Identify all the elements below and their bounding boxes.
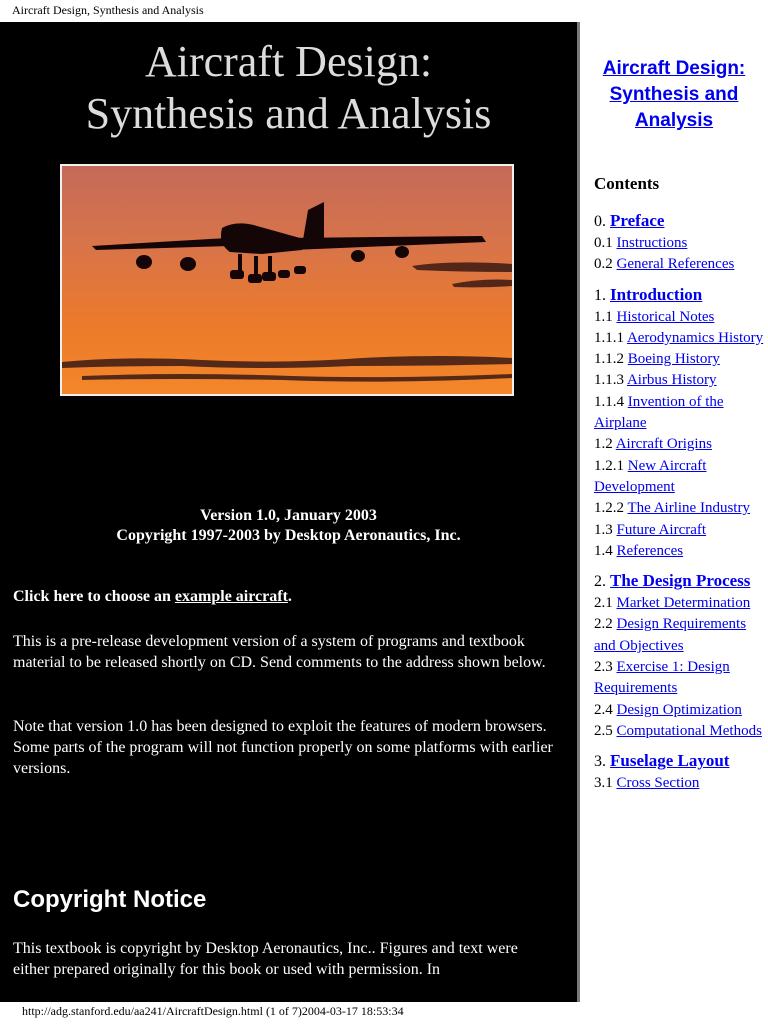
version-info [0,506,577,546]
toc-item [594,541,764,562]
toc-item [594,307,764,328]
toc-item-link[interactable]: Exercise 1: Design Requirements [594,659,730,697]
toc-section-link[interactable]: Introduction [610,284,703,304]
toc-item-number: 1.1.2 [594,351,628,368]
example-aircraft-link[interactable]: example aircraft [174,588,288,605]
airplane-photo-svg [62,166,512,394]
toc-section-heading [594,284,764,307]
toc-section [594,570,764,742]
toc-item [594,392,764,435]
toc-item-link[interactable]: Cross Section [616,775,700,792]
toc-item-number: 1.2.2 [594,500,628,517]
toc-item [594,370,764,391]
toc-item-link[interactable]: The Airline Industry [627,500,750,517]
toc-item-link[interactable]: Computational Methods [616,722,762,739]
version-line: Version 1.0, January 2003 [200,507,377,524]
toc-item-link[interactable]: Instructions [616,235,688,251]
toc-item-link[interactable]: Design Optimization [616,701,742,718]
toc-section-number: 2. [594,573,610,591]
toc-item-number: 2.5 [594,722,617,739]
click-prefix: Click here to choose an [13,588,175,605]
toc-item-link[interactable]: Aircraft Origins [615,436,712,453]
toc-item-link[interactable]: Boeing History [627,351,720,368]
toc-item [594,233,764,254]
toc-item [594,593,764,614]
toc-item-number: 0.2 [594,256,617,273]
toc-item [594,520,764,541]
toc-item-number: 2.2 [594,616,617,633]
toc-item-link[interactable]: Market Determination [616,595,751,612]
example-aircraft-prompt [13,586,553,607]
toc-item-number: 1.1.4 [594,393,628,410]
toc-item-number: 2.1 [594,595,617,612]
copyright-paragraph: This textbook is copyright by Desktop Aeronautics, Inc.. Figures and text were either prepared originally for this book or used with permission. In [13,940,518,978]
toc-item-link[interactable]: References [616,542,684,559]
prerelease-paragraph: This is a pre-release development version of a system of programs and textbook material to be released shortly on CD. Send comments to the address shown below. [13,633,546,671]
toc-section-number: 3. [594,753,610,771]
toc-item-number: 0.1 [594,235,617,251]
sidebar-title-line-1[interactable]: Aircraft Design: [602,58,746,79]
page-footer: http://adg.stanford.edu/aa241/AircraftDesign.html (1 of 7)2004-03-17 18:53:34 [22,1004,404,1018]
toc-item [594,700,764,721]
toc-item-number: 1.1.3 [594,372,627,389]
sidebar-title-line-3[interactable]: Analysis [634,110,714,131]
toc-item [594,456,764,499]
toc-item-link[interactable]: New Aircraft Development [594,457,707,495]
sidebar-title-line-2[interactable]: Synthesis and [609,84,739,105]
toc-item [594,328,764,349]
browser-note-paragraph: Note that version 1.0 has been designed to exploit the features of modern browsers. Some parts of the program will not function properly on some platforms with earlier versions. [13,718,553,777]
toc-item-number: 1.1 [594,308,617,325]
toc-item-link[interactable]: Future Aircraft [616,521,707,538]
sidebar-title[interactable] [580,56,768,134]
toc-section-heading [594,570,764,593]
toc-item [594,657,764,700]
toc-section [594,750,764,794]
copyright-heading: Copyright Notice [13,886,207,913]
toc-item [594,721,764,742]
toc-item [594,349,764,370]
toc-item [594,614,764,657]
toc-item [594,434,764,455]
toc-item-number: 2.4 [594,701,617,718]
toc-item-link[interactable]: Historical Notes [616,308,715,325]
toc-item-number: 1.3 [594,521,617,538]
toc-section-link[interactable]: The Design Process [610,571,751,591]
toc-item-number: 3.1 [594,775,617,792]
click-suffix: . [287,588,292,605]
toc-item [594,254,764,275]
toc-section [594,284,764,563]
page-title [0,36,577,140]
toc-item-number: 2.3 [594,659,617,676]
contents-label: Contents [594,174,660,193]
main-panel [0,22,577,1002]
title-line-2: Synthesis and Analysis [85,89,492,138]
toc-section-heading [594,210,764,233]
table-of-contents [594,210,764,803]
toc-item [594,498,764,519]
toc-item-number: 1.2.1 [594,457,628,474]
toc-section-heading [594,750,764,773]
toc-section-number: 1. [594,286,610,304]
toc-item-number: 1.4 [594,542,617,559]
toc-item-link[interactable]: Design Requirements and Objectives [594,616,747,654]
toc-section [594,210,764,276]
toc-section-number: 0. [594,213,610,230]
toc-item [594,773,764,794]
toc-sidebar [580,22,768,1002]
copyright-line: Copyright 1997-2003 by Desktop Aeronautics, Inc. [116,527,461,544]
toc-item-link[interactable]: Invention of the Airplane [594,393,724,432]
toc-item-link[interactable]: Aerodynamics History [626,329,764,346]
airplane-sunset-photo [60,164,514,396]
toc-item-link[interactable]: General References [616,256,735,273]
toc-item-link[interactable]: Airbus History [626,372,717,389]
toc-section-link[interactable]: Preface [610,211,665,230]
toc-section-link[interactable]: Fuselage Layout [610,751,730,771]
title-line-1: Aircraft Design: [144,37,433,86]
toc-item-number: 1.2 [594,436,616,453]
page-header: Aircraft Design, Synthesis and Analysis [12,3,204,17]
toc-item-number: 1.1.1 [594,329,627,346]
